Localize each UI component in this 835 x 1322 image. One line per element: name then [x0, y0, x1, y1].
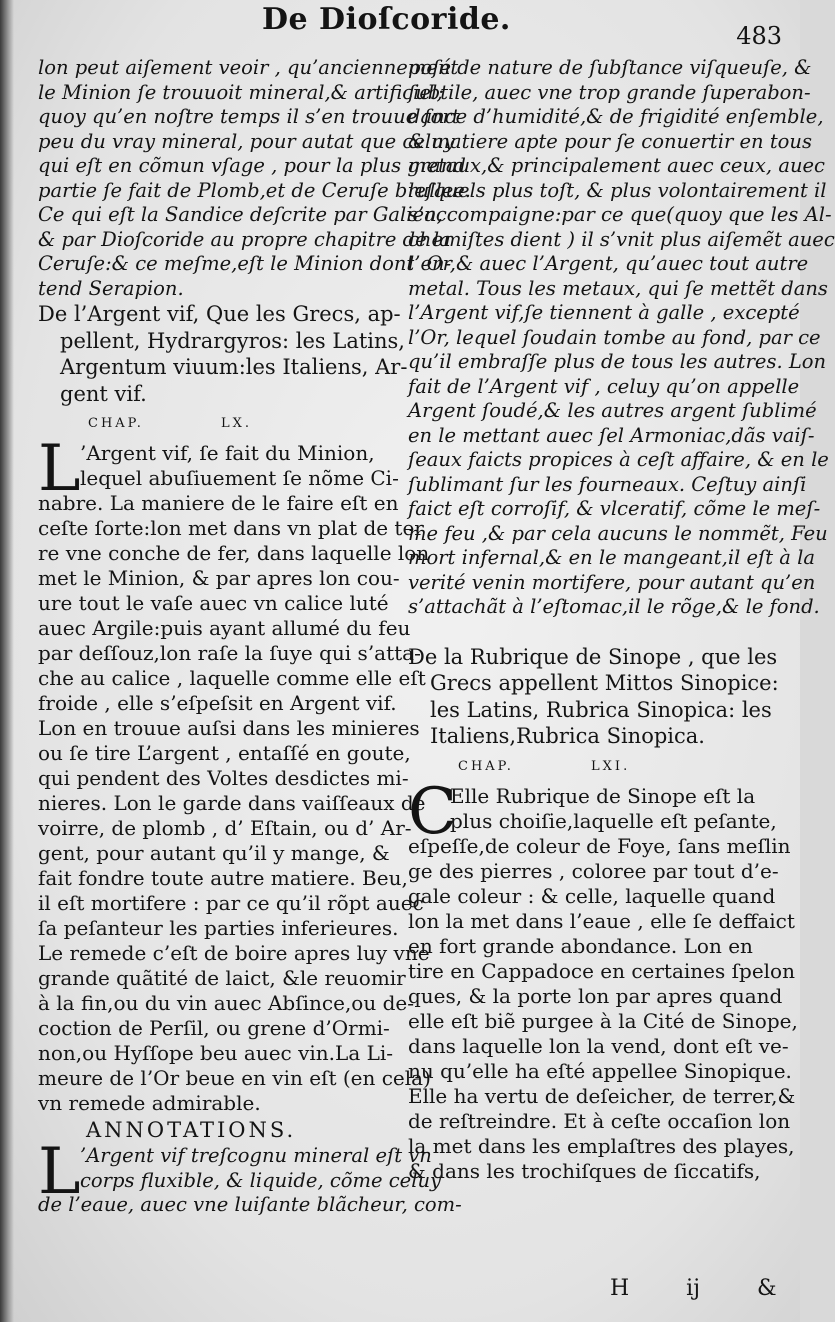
heading-line: De la Rubrique de Sinope , que les — [408, 644, 778, 669]
text-line: verité venin mortifere, pour autant qu’en — [408, 570, 816, 594]
text-line: lon peut aiſement veoir , qu’anciennement — [38, 56, 459, 79]
heading-line: les Latins, Rubrica Sinopica: les — [430, 697, 772, 722]
running-title: De Dioſcoride. — [262, 2, 511, 37]
right-column — [408, 56, 835, 1184]
text-line: la met dans les emplaſtres des playes, — [408, 1133, 795, 1158]
drop-cap-letter: L — [38, 432, 81, 506]
text-line: tend Serapion. — [38, 276, 184, 300]
text-line: en le mettant auec ſel Armoniac,dãs vaiſ- — [408, 423, 815, 447]
text-line: l’Or, lequel ſoudain tombe au fond, par ce — [408, 325, 821, 349]
text-line: Le remede c’eſt de boire apres luy vne — [38, 941, 430, 965]
text-line: tire en Cappadoce en certaines ſpelon — [408, 958, 795, 983]
text-line: ſa peſanteur les parties inferieures. — [38, 916, 399, 940]
spacer — [408, 620, 764, 644]
text-line: Lon en trouue auſsi dans les minieres — [38, 716, 420, 740]
text-line: le Minion ſe trouuoit mineral,& artificiel; — [38, 80, 444, 104]
text-line: vn remede admirable. — [38, 1091, 261, 1115]
text-line: grande quãtité de laict, &le reuomir — [38, 966, 406, 990]
heading-line: Grecs appellent Mittos Sinopice: — [430, 671, 779, 695]
text-line: Argent ſoudé,& les autres argent ſublimé — [408, 399, 817, 422]
text-line: peu du vray mineral, pour autat que celuy — [38, 129, 455, 153]
text-line: de l’eaue, auec vne luiſante blãcheur, com- — [38, 1193, 462, 1216]
text-line: met le Minion, & par apres lon cou- — [38, 566, 400, 590]
drop-cap-letter: L — [38, 1135, 81, 1209]
text-line: & matiere apte pour ſe conuertir en tous — [408, 129, 812, 153]
page-gutter-shadow — [0, 0, 14, 1322]
continuation-paragraph — [408, 56, 835, 620]
text-line: ’Argent vif, ſe fait du Minion, — [80, 441, 375, 465]
continuation-paragraph — [38, 56, 472, 301]
body-paragraph — [408, 833, 798, 1184]
text-line: mort infernal,& en le mangeant,il eſt à la — [408, 546, 815, 569]
text-line: il eſt mortifere : par ce qu’il rõpt auec — [38, 891, 424, 915]
text-line: lon la met dans l’eaue , elle ſe deffaict — [408, 908, 795, 933]
catchword: & — [757, 1276, 777, 1301]
text-line: qu’il embraſſe plus de tous les autres. Lon — [408, 350, 827, 373]
page-number: 483 — [736, 22, 782, 50]
text-line: froide , elle s’eſpeſsit en Argent vif. — [38, 691, 397, 715]
text-line: de reſtreindre. Et à ceſte occaſion lon — [408, 1108, 791, 1133]
chapter-heading — [408, 644, 779, 750]
text-line: ’Argent vif treſcognu mineral eſt vn — [80, 1144, 432, 1167]
text-line: partie ſe fait de Plomb,et de Ceruſe brullee. — [38, 178, 472, 202]
heading-line: De l’Argent vif, Que les Grecs, ap- — [38, 302, 401, 326]
annotation-paragraph — [38, 1135, 462, 1218]
text-line: ſublimant ſur les fourneaux. Ceſtuy ainſi — [408, 472, 807, 496]
text-line: ure tout le vaſe auec vn calice luté — [38, 591, 389, 615]
text-line: voirre, de plomb , d’ Eſtain, ou d’ Ar- — [38, 816, 412, 840]
text-line: Ceruſe:& ce meſme,eſt le Minion dont en- — [38, 252, 452, 275]
text-line: nieres. Lon le garde dans vaiſſeaux de — [38, 791, 426, 815]
text-line: quoy qu’en noſtre temps il s’en trouue fort — [38, 105, 460, 128]
text-line: Elle Rubrique de Sinope eſt la — [450, 783, 756, 808]
text-line: corps fluxible, & liquide, cõme celuy — [80, 1168, 442, 1192]
heading-line: Italiens,Rubrica Sinopica. — [430, 724, 705, 748]
text-line: nu qu’elle ha eſté appellee Sinopique. — [408, 1058, 792, 1083]
page-footer — [610, 1276, 777, 1301]
chapter-heading — [38, 301, 408, 407]
chapter-label: CHAP. LX. — [88, 416, 253, 431]
text-line: me feu ,& par cela aucuns le nommẽt, Feu — [408, 521, 828, 545]
text-line: che au calice , laquelle comme elle eſt — [38, 666, 426, 690]
text-line: & par Dioſcoride au propre chapitre de la — [38, 227, 451, 251]
text-line: faict eſt corroſif, & vlceratif, cõme le meſ- — [408, 497, 821, 520]
text-line: plus choiſie,laquelle eſt peſante, — [450, 808, 777, 833]
signature-mark: H ij — [610, 1276, 701, 1301]
left-column — [38, 56, 472, 1218]
text-line: chemiſtes dient ) il s’vnit plus aiſemẽt auec — [408, 227, 835, 251]
text-line: s’attachãt à l’eſtomac,il le rõge,& le fond. — [408, 595, 820, 618]
text-line: ques, & la porte lon par apres quand — [408, 983, 783, 1008]
body-paragraph — [38, 491, 431, 1116]
text-line: gale coleur : & celle, laquelle quand — [408, 883, 776, 908]
text-line: ſubtile, auec vne trop grande ſuperabon- — [408, 80, 811, 104]
text-line: & dans les trochiſques de ſiccatifs, — [408, 1158, 761, 1183]
text-line: non,ou Hyſſope beu auec vin.La Li- — [38, 1041, 394, 1065]
text-line: ge des pierres , coloree par tout d’e- — [408, 858, 779, 883]
text-line: dans laquelle lon la vend, dont eſt ve- — [408, 1033, 789, 1058]
text-line: l’ Or,& auec l’Argent, qu’auec tout autre — [408, 252, 809, 275]
text-line: lequel abuſiuement ſe nõme Ci- — [80, 466, 399, 490]
text-line: nabre. La maniere de le faire eſt en — [38, 491, 399, 515]
text-line: fait de l’Argent vif , celuy qu’on appelle — [408, 374, 800, 398]
text-line: metaux,& principalement auec ceux, auec — [408, 154, 825, 177]
drop-cap-letter: C — [408, 774, 457, 849]
text-line: qui pendent des Voltes desdictes mi- — [38, 766, 409, 790]
heading-line: gent vif. — [60, 381, 147, 406]
heading-line: pellent, Hydrargyros: les Latins, — [60, 328, 405, 353]
text-line: ou ſe tire L’argent , entaſſé en goute, — [38, 741, 411, 765]
text-line: auec Argile:puis ayant allumé du feu — [38, 616, 411, 640]
text-line: dance d’humidité,& de frigidité enſemble, — [408, 105, 824, 128]
text-line: ceſte ſorte:lon met dans vn plat de ter — [38, 516, 424, 540]
text-line: Elle ha vertu de deſeicher, de terrer,& — [408, 1083, 796, 1108]
page-header — [0, 0, 800, 50]
text-line: l’Argent vif,ſe tiennent à galle , excepté — [408, 301, 800, 324]
text-line: eſpeſſe,de coleur de Foye, ſans meſlin — [408, 833, 791, 858]
text-line: metal. Tous les metaux, qui ſe mettẽt dans — [408, 276, 828, 300]
chapter-label: CHAP. LXI. — [458, 758, 631, 774]
text-line: re vne conche de fer, dans laquelle lon — [38, 541, 430, 565]
text-line: elle eſt biẽ purgee à la Cité de Sinope, — [408, 1008, 798, 1033]
text-line: leſquels plus toſt, & plus volontairement il — [408, 178, 827, 202]
text-line: Ce qui eſt la Sandice deſcrite par Galien, — [38, 203, 443, 226]
text-line: en fort grande abondance. Lon en — [408, 933, 753, 958]
text-line: par deſſouz,lon raſe la ſuye qui s’atta- — [38, 641, 421, 665]
text-line: poſé de nature de ſubſtance viſqueuſe, & — [408, 56, 812, 79]
annotations-heading: ANNOTATIONS. — [86, 1118, 297, 1142]
text-line: fait fondre toute autre matiere. Beu, — [38, 866, 408, 890]
heading-line: Argentum viuum:les Italiens, Ar- — [60, 355, 408, 379]
text-line: qui eſt en cõmun vſage , pour la plus grand — [38, 154, 466, 177]
text-line: s’accompaigne:par ce que(quoy que les Al- — [408, 203, 832, 226]
text-line: meure de l’Or beue en vin eſt (en cela) — [38, 1066, 431, 1090]
text-line: coction de Perſil, ou grene d’Ormi- — [38, 1016, 390, 1040]
text-line: à la fin,ou du vin auec Abſince,ou de- — [38, 991, 414, 1015]
text-line: ſeaux faicts propices à ceſt affaire, & en le — [408, 448, 829, 471]
text-line: gent, pour autant qu’il y mange, & — [38, 841, 390, 865]
